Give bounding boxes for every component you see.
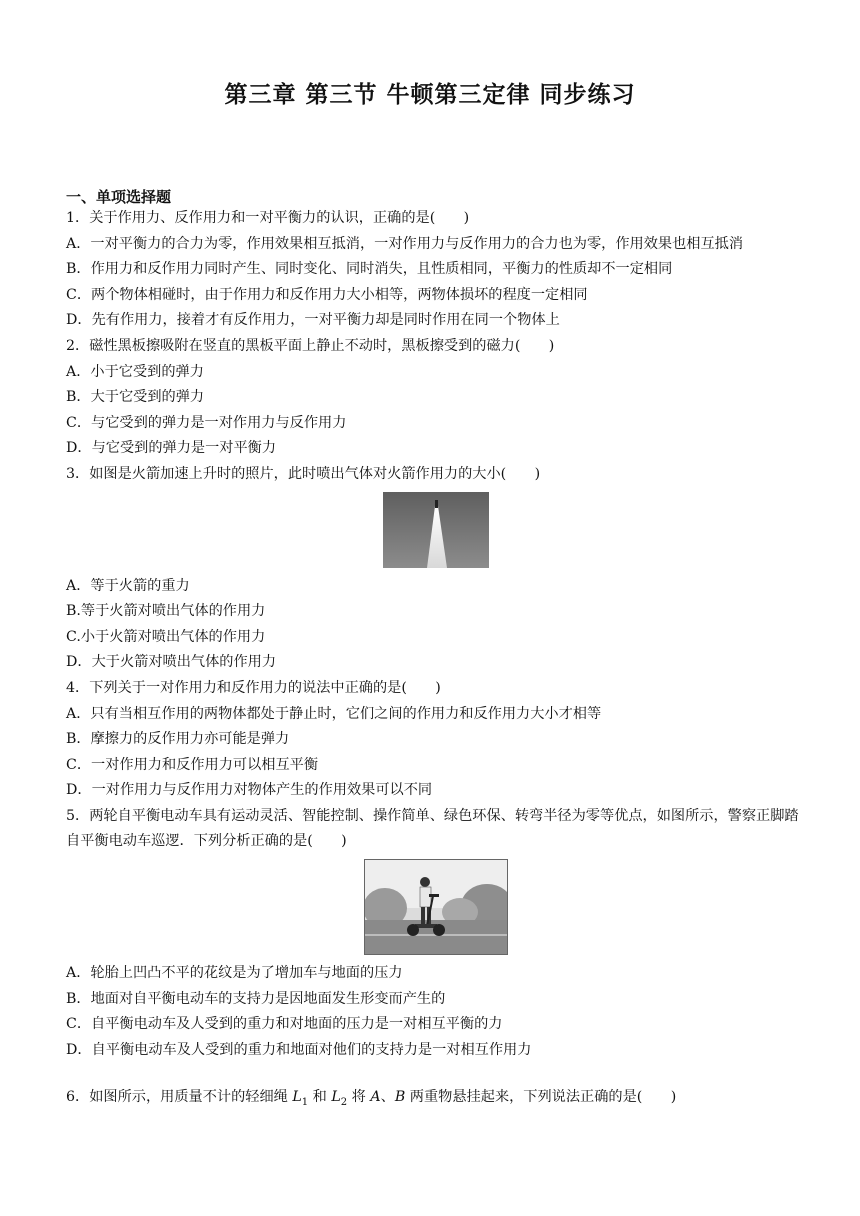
question-2-option-d: D．与它受到的弹力是一对平衡力 — [66, 440, 277, 457]
rocket-launch-image — [383, 492, 489, 568]
question-4-option-d: D．一对作用力与反作用力对物体产生的作用效果可以不同 — [66, 782, 433, 799]
q6-and: 和 — [308, 1089, 332, 1106]
question-2-option-a: A．小于它受到的弹力 — [66, 363, 204, 380]
question-3-option-c: C.小于火箭对喷出气体的作用力 — [66, 628, 266, 645]
q6-sub-2: 2 — [340, 1097, 348, 1109]
question-3-option-d: D．大于火箭对喷出气体的作用力 — [66, 654, 277, 671]
spacer — [66, 1063, 806, 1085]
question-4-option-b: B．摩擦力的反作用力亦可能是弹力 — [66, 731, 290, 748]
q6-sub-1: 1 — [301, 1097, 309, 1109]
question-1-option-c: C．两个物体相碰时，由于作用力和反作用力大小相等，两物体损坏的程度一定相同 — [66, 286, 588, 303]
question-2-option-c: C．与它受到的弹力是一对作用力与反作用力 — [66, 414, 347, 431]
question-1-option-a: A．一对平衡力的合力为零，作用效果相互抵消，一对作用力与反作用力的合力也为零，作用效果也相互抵消 — [66, 235, 744, 252]
question-list — [66, 206, 806, 1111]
question-3-stem: 3．如图是火箭加速上升时的照片，此时喷出气体对火箭作用力的大小( ) — [66, 465, 541, 482]
question-4-option-a: A．只有当相互作用的两物体都处于静止时，它们之间的作用力和反作用力大小才相等 — [66, 705, 602, 722]
question-4-option-c: C．一对作用力和反作用力可以相互平衡 — [66, 756, 319, 773]
q6-suffix: 两重物悬挂起来，下列说法正确的是( ) — [405, 1089, 677, 1106]
question-5-option-b: B．地面对自平衡电动车的支持力是因地面发生形变而产生的 — [66, 990, 446, 1007]
page-title: 第三章 第三节 牛顿第三定律 同步练习 — [224, 82, 636, 108]
question-3-option-a: A．等于火箭的重力 — [66, 577, 190, 594]
question-5-option-a: A．轮胎上凹凸不平的花纹是为了增加车与地面的压力 — [66, 965, 403, 982]
question-4-stem: 4．下列关于一对作用力和反作用力的说法中正确的是( ) — [66, 679, 441, 696]
q6-var-b: B — [394, 1089, 406, 1106]
segway-police-image — [364, 859, 508, 955]
question-5-stem: 5．两轮自平衡电动车具有运动灵活、智能控制、操作简单、绿色环保、转弯半径为零等优点，如图所示，警察正脚踏自平衡电动车巡逻．下列分析正确的是( ) — [66, 807, 799, 850]
question-3-option-b: B.等于火箭对喷出气体的作用力 — [66, 603, 266, 620]
q6-sep: 、 — [380, 1089, 395, 1106]
q6-mid: 将 — [347, 1089, 371, 1106]
q6-prefix: 6．如图所示，用质量不计的轻细绳 — [66, 1089, 293, 1106]
question-2-stem: 2．磁性黑板擦吸附在竖直的黑板平面上静止不动时，黑板擦受到的磁力( ) — [66, 337, 555, 354]
q6-var-l1: L — [292, 1089, 302, 1106]
question-1-option-d: D．先有作用力，接着才有反作用力，一对平衡力却是同时作用在同一个物体上 — [66, 312, 560, 329]
question-2-option-b: B．大于它受到的弹力 — [66, 389, 205, 406]
question-6-stem — [66, 1085, 806, 1111]
question-5-option-d: D．自平衡电动车及人受到的重力和地面对他们的支持力是一对相互作用力 — [66, 1041, 532, 1058]
q6-var-a: A — [370, 1089, 381, 1106]
question-1-stem: 1．关于作用力、反作用力和一对平衡力的认识，正确的是( ) — [66, 210, 470, 226]
section-heading: 一、单项选择题 — [66, 188, 172, 206]
question-5-option-c: C．自平衡电动车及人受到的重力和对地面的压力是一对相互平衡的力 — [66, 1016, 503, 1033]
q6-var-l2: L — [331, 1089, 341, 1106]
question-1-option-b: B．作用力和反作用力同时产生、同时变化、同时消失，且性质相同，平衡力的性质却不一定相同 — [66, 261, 673, 278]
